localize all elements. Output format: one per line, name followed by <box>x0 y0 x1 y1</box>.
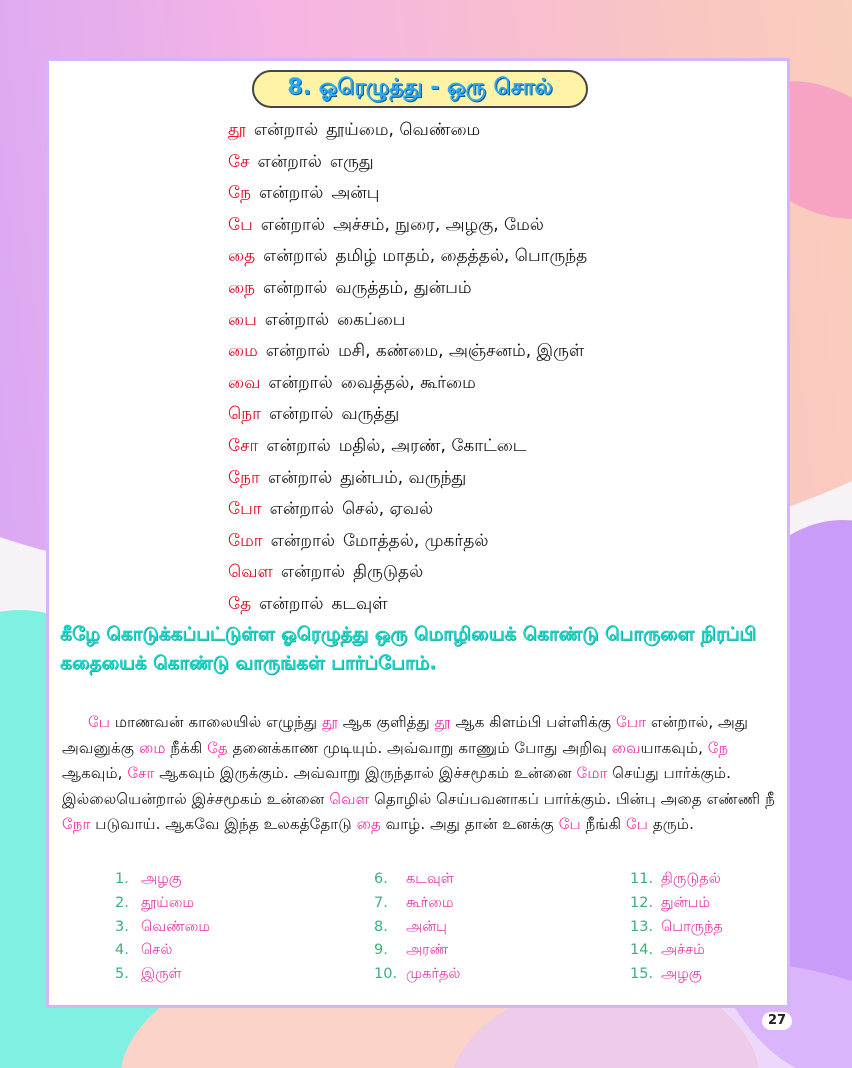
answer-value: அரண் <box>406 942 449 959</box>
word-meaning: துன்பம், வருந்து <box>340 467 467 488</box>
instruction-line: கீழே கொடுக்கப்பட்டுள்ள ஓரெழுத்து ஒரு மொழியைக் கொண்டு பொருளை நிரப்பி <box>60 624 757 645</box>
story-fill-word: பே <box>625 815 649 834</box>
answer-column <box>374 868 460 987</box>
story-fragment: தொழில் செய்பவனாகப் பார்க்கும். பின்பு அதை எண்ணி நீ <box>369 789 775 808</box>
answer-item <box>374 963 460 987</box>
answer-number: 4. <box>115 942 129 959</box>
answer-value: திருடுதல் <box>661 871 721 887</box>
word-meaning-row <box>228 338 587 370</box>
story-fragment: நீங்கி <box>580 815 626 834</box>
word-meaning: வருத்தம், துன்பம் <box>335 277 472 298</box>
answer-item <box>115 868 210 892</box>
answer-value: இருள் <box>141 966 182 983</box>
answer-column <box>115 868 210 987</box>
page-number: 27 <box>762 1012 792 1030</box>
word-meaning: திருடுதல் <box>353 562 424 583</box>
word-meaning-row <box>228 528 587 560</box>
single-letter-word: வை <box>228 372 261 393</box>
answer-value: அழகு <box>661 966 702 983</box>
word-meaning-list <box>228 117 587 623</box>
word-meaning-row <box>228 496 587 528</box>
answer-number: 1. <box>115 871 129 887</box>
story-fill-word: பே <box>558 815 581 834</box>
single-letter-word: தூ <box>228 120 246 140</box>
answer-number: 7. <box>374 894 388 911</box>
answer-item <box>115 916 210 940</box>
answer-value: பொருந்த <box>661 918 723 935</box>
connector-text: என்றால் <box>253 120 319 140</box>
word-meaning-row <box>228 307 587 339</box>
story-fragment: யாகவும், <box>640 738 708 757</box>
answer-number: 8. <box>374 918 388 935</box>
word-meaning: தமிழ் மாதம், தைத்தல், பொருந்த <box>335 246 588 267</box>
story-fill-word: மை <box>138 738 166 757</box>
story-fill-word: வை <box>611 738 641 757</box>
answer-value: வெண்மை <box>141 918 211 935</box>
word-meaning-row <box>228 370 587 402</box>
answer-number: 3. <box>115 918 129 935</box>
word-meaning-row <box>228 243 587 275</box>
connector-text: என்றால் <box>258 183 324 204</box>
story-fragment: ஆக கிளம்பி பள்ளிக்கு <box>450 713 617 731</box>
word-meaning-row <box>228 401 587 433</box>
answer-value: அச்சம் <box>661 942 705 959</box>
connector-text: என்றால் <box>265 341 331 362</box>
story-fill-word: தை <box>356 815 381 834</box>
answer-item <box>374 916 460 940</box>
connector-text: என்றால் <box>257 151 322 172</box>
answer-item <box>115 963 210 987</box>
story-fragment: மாணவன் காலையில் எழுந்து <box>110 713 322 731</box>
word-meaning: மோத்தல், முகர்தல் <box>342 530 489 551</box>
story-fill-word: நோ <box>62 815 91 834</box>
word-meaning-row <box>228 559 587 591</box>
answer-value: தூய்மை <box>141 894 195 911</box>
answer-number: 15. <box>630 966 654 983</box>
word-meaning-row <box>228 117 587 149</box>
answer-item <box>374 892 460 916</box>
single-letter-word: நோ <box>228 467 260 488</box>
word-meaning: வைத்தல், கூர்மை <box>340 372 476 393</box>
single-letter-word: பை <box>228 309 257 330</box>
word-meaning: எருது <box>329 151 374 172</box>
word-meaning: வருத்து <box>341 404 400 425</box>
answer-number: 13. <box>630 918 654 935</box>
answer-number: 6. <box>374 871 388 887</box>
word-meaning: கடவுள் <box>331 593 388 614</box>
page-title: 8. ஓரெழுத்து - ஒரு சொல் <box>252 70 588 108</box>
answer-item <box>630 939 723 963</box>
single-letter-word: தே <box>228 593 252 614</box>
story-fill-word: தூ <box>321 713 338 731</box>
single-letter-word: சே <box>228 151 250 172</box>
story-fill-word: வௌ <box>329 789 370 808</box>
story-fill-word: சோ <box>127 764 155 783</box>
word-meaning-row <box>228 465 587 497</box>
answer-column <box>630 868 723 987</box>
story-fill-word: தே <box>207 738 228 757</box>
story-fragment: ஆக குளித்து <box>337 713 435 731</box>
answer-number: 10. <box>374 966 398 983</box>
story-fragment: தனைக்காண முடியும். அவ்வாறு காணும் போது அறிவு <box>227 738 612 757</box>
connector-text: என்றால் <box>267 467 333 488</box>
connector-text: என்றால் <box>263 246 328 267</box>
connector-text: என்றால் <box>269 404 334 425</box>
answer-value: கூர்மை <box>406 894 454 911</box>
single-letter-word: நே <box>228 183 251 204</box>
answer-item <box>630 963 723 987</box>
story-fragment: ஆகவும் இருக்கும். அவ்வாறு இருந்தால் இச்சமூகம் உன்னை <box>154 764 577 783</box>
answer-number: 14. <box>630 942 654 959</box>
story-fragment: ஆகவும், <box>62 764 128 783</box>
word-meaning: கைப்பை <box>337 309 406 330</box>
connector-text: என்றால் <box>260 214 326 235</box>
word-meaning-row <box>228 212 587 244</box>
connector-text: என்றால் <box>263 277 328 298</box>
connector-text: என்றால் <box>266 435 331 456</box>
single-letter-word: போ <box>228 499 262 520</box>
single-letter-word: பே <box>228 214 253 235</box>
word-meaning-row <box>228 591 587 623</box>
answer-item <box>115 939 210 963</box>
word-meaning-row <box>228 149 587 181</box>
story-fragment: படுவாய். ஆகவே இந்த உலகத்தோடு <box>90 815 357 834</box>
story-fragment: தரும். <box>648 815 694 834</box>
single-letter-word: நை <box>228 277 255 298</box>
single-letter-word: மோ <box>228 530 263 551</box>
story-fragment: நீக்கி <box>165 738 208 757</box>
story-fill-word: தூ <box>434 713 451 731</box>
single-letter-word: தை <box>228 246 256 267</box>
connector-text: என்றால் <box>259 593 324 614</box>
connector-text: என்றால் <box>268 372 333 393</box>
answer-value: கடவுள் <box>406 871 454 887</box>
word-meaning: அச்சம், நுரை, அழகு, மேல் <box>333 214 544 235</box>
word-meaning: மதில், அரண், கோட்டை <box>338 435 527 456</box>
single-letter-word: மை <box>228 341 258 362</box>
instruction-line: கதையைக் கொண்டு வாருங்கள் பார்ப்போம். <box>60 653 437 674</box>
answer-number: 11. <box>630 871 654 887</box>
single-letter-word: சோ <box>228 435 259 456</box>
answer-number: 2. <box>115 894 129 911</box>
answer-item <box>115 892 210 916</box>
word-meaning: தூய்மை, வெண்மை <box>326 120 481 140</box>
answer-value: செல் <box>141 942 173 959</box>
answer-item <box>374 868 460 892</box>
story-fragment: என்றால், அது அவனுக்கு <box>62 713 749 757</box>
connector-text: என்றால் <box>270 530 335 551</box>
word-meaning-row <box>228 275 587 307</box>
answer-item <box>630 916 723 940</box>
answer-value: அன்பு <box>406 918 447 935</box>
answer-number: 12. <box>630 894 654 911</box>
connector-text: என்றால் <box>269 499 334 520</box>
word-meaning: அன்பு <box>331 183 380 204</box>
story-fill-word: மோ <box>576 764 608 783</box>
connector-text: என்றால் <box>264 309 330 330</box>
answer-value: துன்பம் <box>661 894 711 911</box>
instruction-text <box>60 620 800 678</box>
answer-value: முகர்தல் <box>406 966 461 983</box>
answer-value: அழகு <box>141 871 182 887</box>
single-letter-word: நொ <box>228 404 262 425</box>
answer-number: 9. <box>374 942 388 959</box>
word-meaning: செல், ஏவல் <box>341 499 434 520</box>
story-fill-word: பே <box>88 713 111 731</box>
story-text <box>62 710 792 838</box>
story-paragraph <box>62 710 792 838</box>
single-letter-word: வௌ <box>228 562 273 583</box>
word-meaning-row <box>228 433 587 465</box>
answer-item <box>630 892 723 916</box>
connector-text: என்றால் <box>280 562 346 583</box>
answer-number: 5. <box>115 966 129 983</box>
story-fill-word: போ <box>616 713 647 731</box>
word-meaning: மசி, கண்மை, அஞ்சனம், இருள் <box>338 341 585 362</box>
word-meaning-row <box>228 180 587 212</box>
story-fragment: செய்து பார்க்கும். இல்லையென்றால் இச்சமூகம் உன்னை <box>62 764 731 808</box>
story-fragment: வாழ். அது தான் உனக்கு <box>380 815 559 834</box>
answer-item <box>630 868 723 892</box>
story-fill-word: நே <box>707 738 729 757</box>
answer-item <box>374 939 460 963</box>
